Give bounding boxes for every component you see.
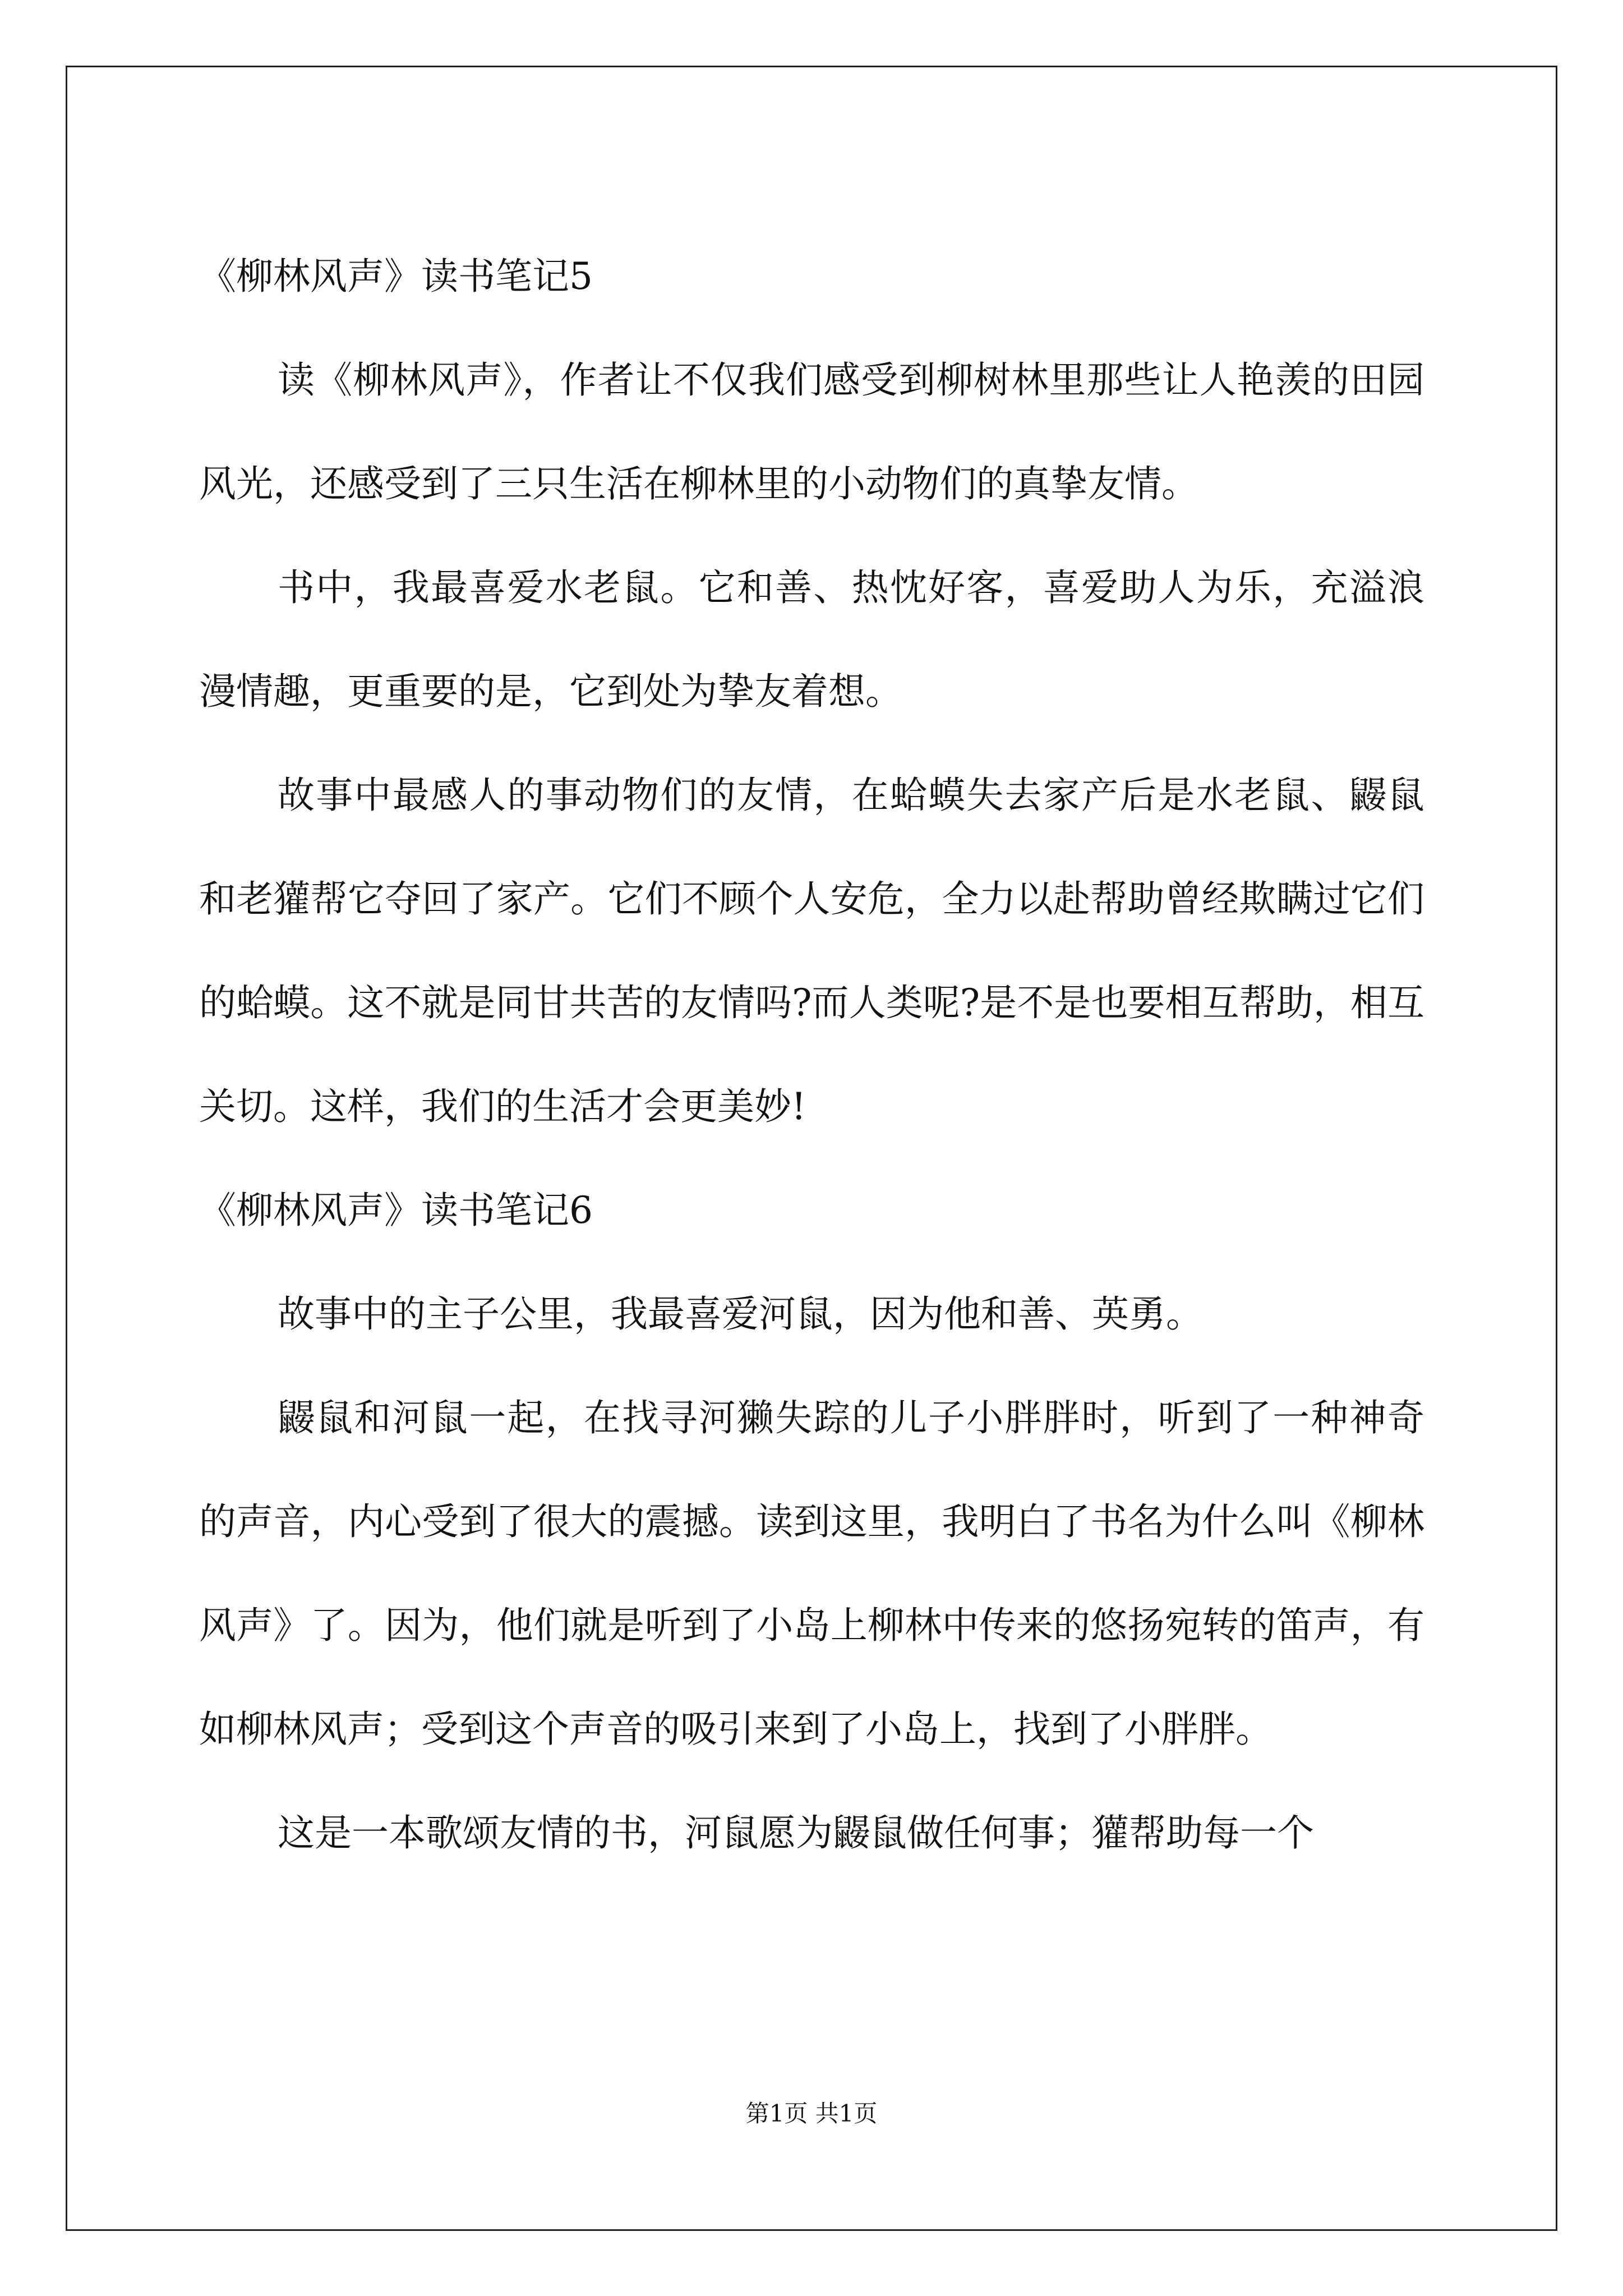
page-footer: 第1页 共1页	[745, 2100, 878, 2127]
paragraph: 读《柳林风声》，作者让不仅我们感受到柳树林里那些让人艳羡的田园风光，还感受到了三只生活在柳林里的小动物们的真挚友情。	[199, 358, 1424, 505]
paragraph: 这是一本歌颂友情的书，河鼠愿为鼹鼠做任何事；獾帮助每一个	[278, 1811, 1314, 1855]
paragraph: 故事中最感人的事动物们的友情，在蛤蟆失去家产后是水老鼠、鼹鼠和老獾帮它夺回了家产。它们不顾个人安危，全力以赴帮助曾经欺瞒过它们的蛤蟆。这不就是同甘共苦的友情吗?而人类呢?是不是也要相互帮助，相互关切。这样，我们的生活才会更美妙!	[199, 774, 1424, 1128]
paragraph: 书中，我最喜爱水老鼠。它和善、热忱好客，喜爱助人为乐，充溢浪漫情趣，更重要的是，它到处为挚友着想。	[199, 566, 1424, 713]
document-body	[199, 224, 1424, 1885]
paragraph: 故事中的主子公里，我最喜爱河鼠，因为他和善、英勇。	[278, 1292, 1203, 1336]
section-title: 《柳林风声》读书笔记5	[199, 255, 593, 298]
paragraph: 鼹鼠和河鼠一起，在找寻河獭失踪的儿子小胖胖时，听到了一种神奇的声音，内心受到了很大的震撼。读到这里，我明白了书名为什么叫《柳林风声》了。因为，他们就是听到了小岛上柳林中传来的悠扬宛转的笛声，有如柳林风声；受到这个声音的吸引来到了小岛上，找到了小胖胖。	[199, 1396, 1424, 1751]
section-title: 《柳林风声》读书笔记6	[199, 1189, 593, 1232]
